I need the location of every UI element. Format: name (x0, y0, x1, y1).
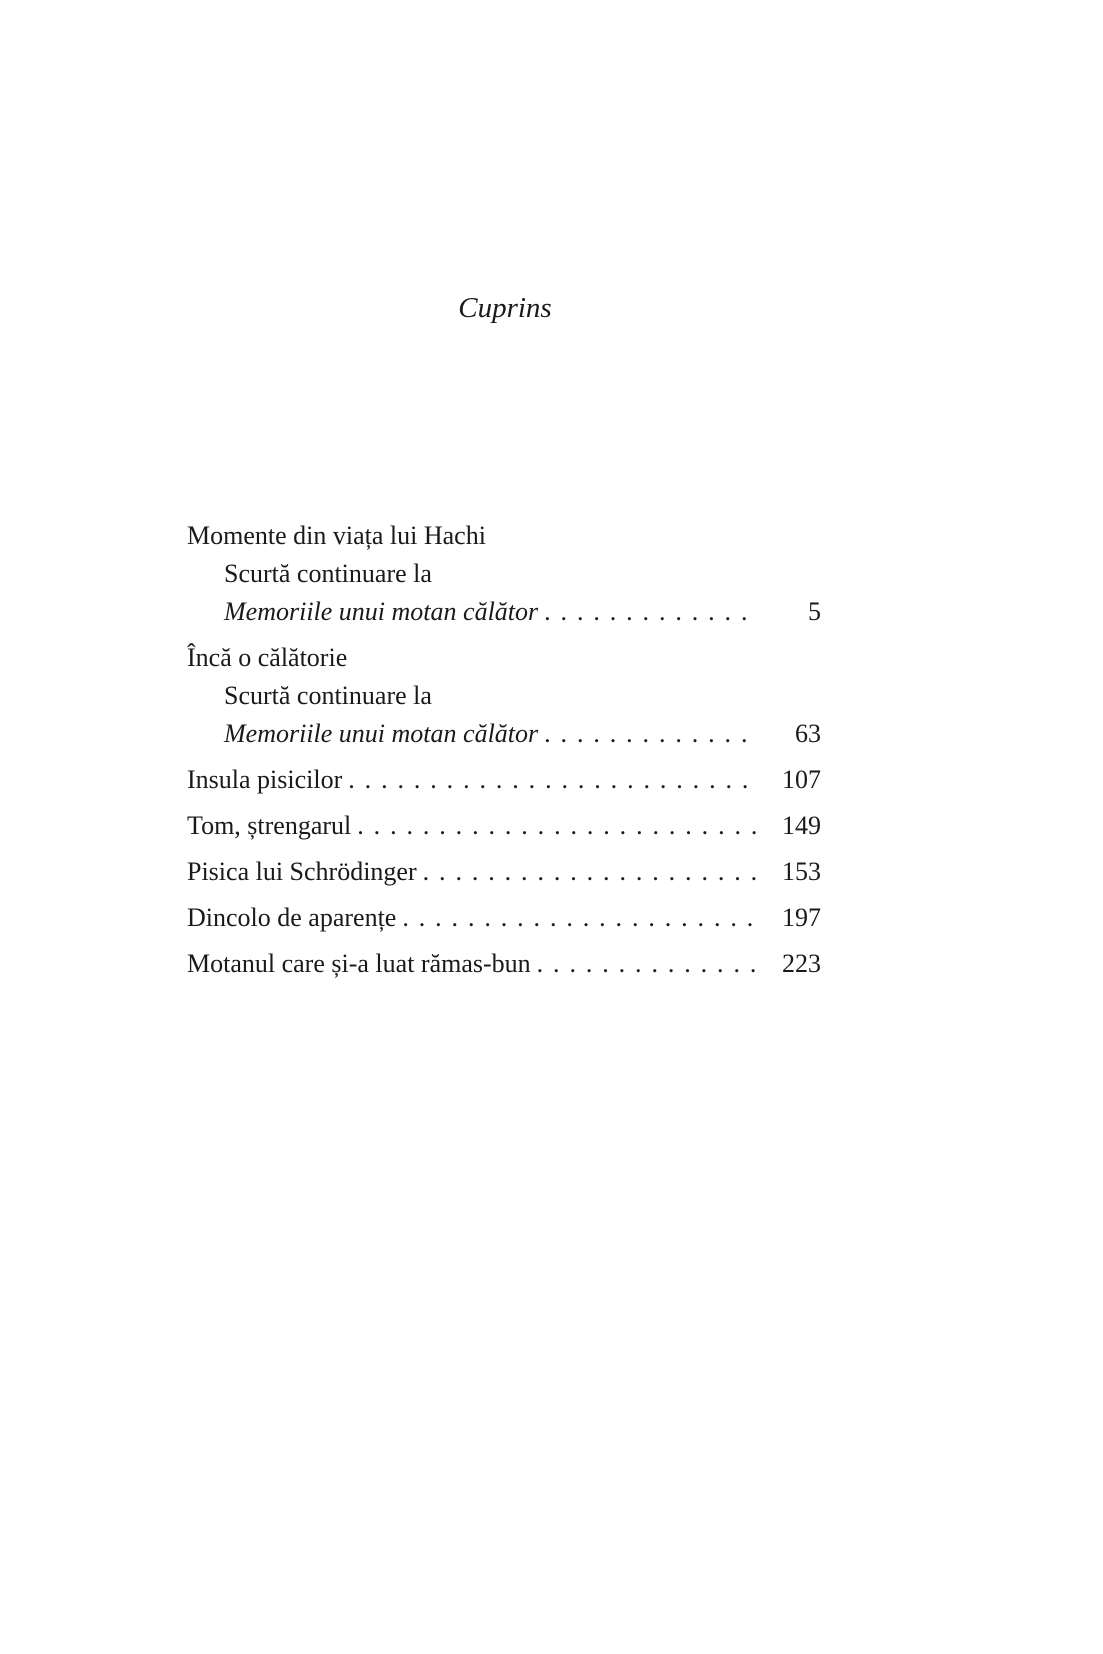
entry-title: Motanul care și-a luat rămas-bun (187, 949, 531, 978)
entry-subtitle: Scurtă continuare la (224, 681, 432, 710)
page-number: 153 (782, 857, 821, 886)
dot-leader (417, 854, 757, 890)
toc-entry-title (187, 518, 821, 554)
entry-title: Pisica lui Schrödinger (187, 857, 417, 886)
toc-entry (187, 762, 821, 798)
page-number: 107 (782, 765, 821, 794)
dot-leader (538, 594, 757, 630)
toc-entry-subtitle (187, 556, 821, 592)
page-title: Cuprins (458, 292, 552, 324)
toc-entry (187, 594, 821, 630)
entry-subtitle: Scurtă continuare la (224, 559, 432, 588)
toc-entry-subtitle (187, 678, 821, 714)
entry-title: Dincolo de aparențe (187, 903, 397, 932)
page-number: 223 (782, 949, 821, 978)
entry-title: Tom, ștrengarul (187, 811, 352, 840)
dot-leader (396, 900, 757, 936)
toc-entry-title (187, 640, 821, 676)
toc-entry (187, 946, 821, 982)
entry-subtitle-italic: Memoriile unui motan călător (224, 719, 539, 748)
toc-entry (187, 808, 821, 844)
page-number: 197 (782, 903, 821, 932)
dot-leader (531, 946, 757, 982)
toc-entry (187, 716, 821, 752)
toc-entry (187, 900, 821, 936)
toc-entry (187, 854, 821, 890)
page-number: 63 (795, 719, 821, 748)
entry-title: Momente din viața lui Hachi (187, 521, 486, 550)
entry-title: Încă o călătorie (187, 643, 348, 672)
dot-leader (342, 762, 757, 798)
page-number: 5 (808, 597, 821, 626)
dot-leader (538, 716, 757, 752)
page-number: 149 (782, 811, 821, 840)
dot-leader (351, 808, 757, 844)
entry-subtitle-italic: Memoriile unui motan călător (224, 597, 539, 626)
entry-title: Insula pisicilor (187, 765, 343, 794)
